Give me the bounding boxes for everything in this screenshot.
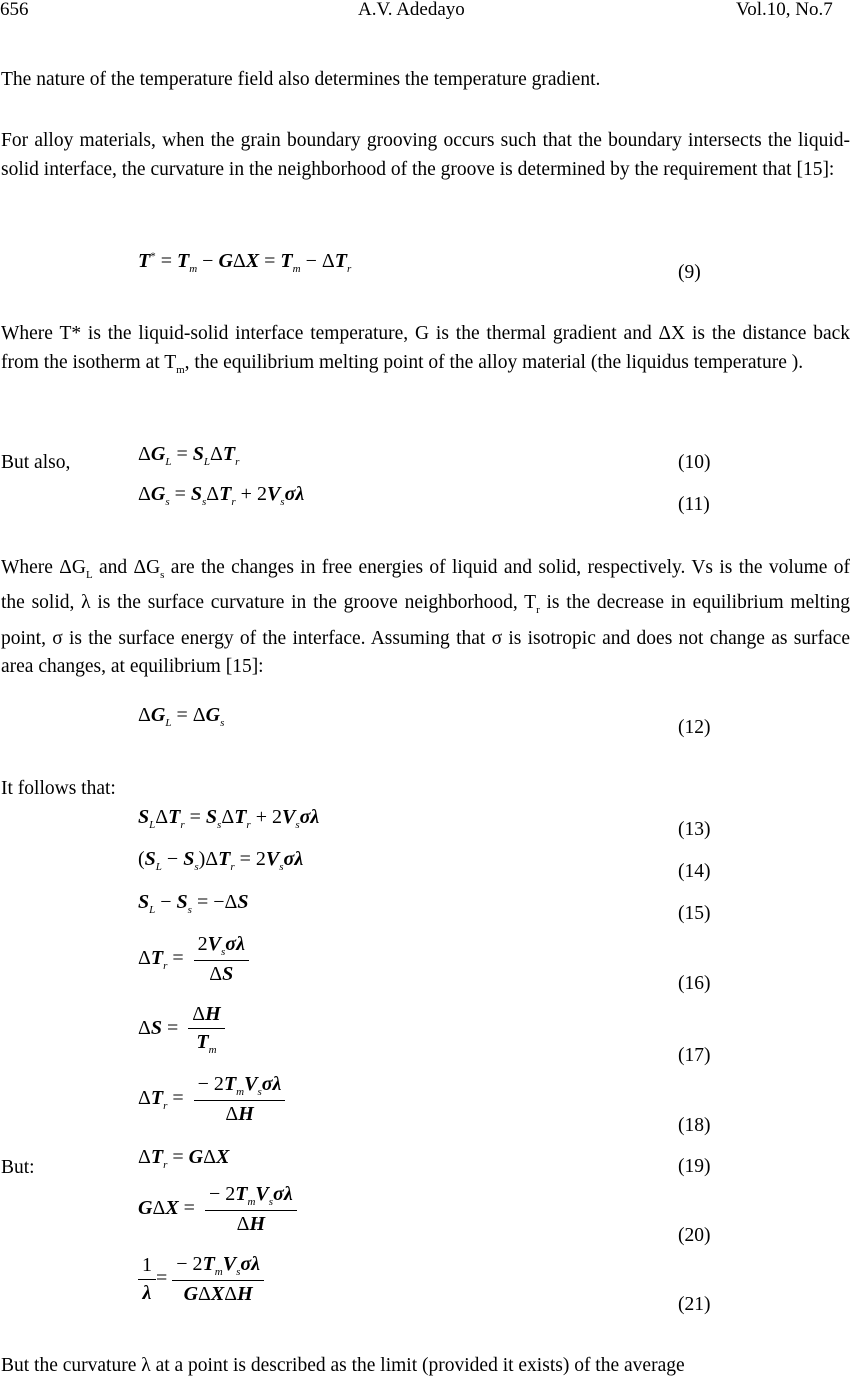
equation-10: $\Delta G_L = S_L\Delta T_r$ (138, 443, 240, 468)
equation-21: $\frac{1}{\lambda}$ = $\frac{- 2T_mV_s\sigma\lambda}{\text{GΔXΔH}}$ (138, 1253, 264, 1306)
but-label: But: (1, 1157, 35, 1178)
paragraph-5: Where $\Delta G_L$ and $\Delta G_s$ are the changes in free energies of liquid and solid, respectively. Vs is the volume of the solid, λ is the surface curvature in the groove neighborhood, $T_r$ is the decrease in equilibrium melting point, σ is the surface energy of the interface. Assuming that σ is isotropic and does not change as surface area changes, at equilibrium [15]: (1, 557, 850, 678)
paragraph-8: But the curvature λ at a point is described as the limit (provided it exists) of the average (1, 1355, 685, 1376)
equation-number-21: (21) (678, 1294, 711, 1315)
equation-number-14: (14) (678, 861, 711, 882)
equation-19: $\Delta T_r = G\Delta X$ (138, 1146, 230, 1171)
equation-9: $T^* = T_m - G\Delta X = T_m - \Delta T_r$ (138, 250, 352, 275)
equation-number-11: (11) (678, 494, 710, 515)
volume-info: Vol.10, No.7 (736, 0, 833, 20)
equation-18: $\Delta T_r$ = $\frac{- 2T_mV_s\sigma\lambda}{\Delta H}$ (138, 1073, 285, 1126)
equation-13: $S_L\Delta T_r = S_s\Delta T_r + 2V_s\sigma\lambda$ (138, 806, 320, 831)
paragraph-3: Where T* is the liquid-solid interface temperature, G is the thermal gradient and ΔX is the distance back from the isotherm at $T_m$, the equilibrium melting point of the alloy material (the liquidus temperature ). (1, 323, 850, 376)
page-number: 656 (0, 0, 29, 20)
equation-number-13: (13) (678, 819, 711, 840)
but-also-label: But also, (1, 452, 71, 473)
equation-20: GΔX = $\frac{- 2T_mV_s\sigma\lambda}{\Delta H}$ (138, 1183, 297, 1236)
equation-17: ΔS = $\frac{\Delta H}{T_m}$ (138, 1003, 225, 1056)
paragraph-2: For alloy materials, when the grain boundary grooving occurs such that the boundary intersects the liquid-solid interface, the curvature in the neighborhood of the groove is determined by the requirement that [15]: (1, 130, 850, 180)
equation-15: $S_L - S_s = -\Delta S$ (138, 891, 249, 916)
equation-number-19: (19) (678, 1156, 711, 1177)
equation-number-17: (17) (678, 1045, 711, 1066)
equation-11: $\Delta G_s = S_s\Delta T_r + 2V_s\sigma\lambda$ (138, 483, 305, 508)
equation-number-9: (9) (678, 262, 701, 283)
equation-number-16: (16) (678, 973, 711, 994)
equation-16: $\Delta T_r$ = $\frac{2V_s\sigma\lambda}{\Delta S}$ (138, 933, 249, 986)
equation-number-15: (15) (678, 903, 711, 924)
equation-number-12: (12) (678, 717, 711, 738)
equation-14: $(S_L - S_s)\Delta T_r = 2V_s\sigma\lambda$ (138, 848, 304, 873)
it-follows-label: It follows that: (1, 778, 116, 799)
equation-number-18: (18) (678, 1115, 711, 1136)
equation-number-10: (10) (678, 452, 711, 473)
paragraph-1: The nature of the temperature field also determines the temperature gradient. (1, 69, 601, 90)
equation-12: $\Delta G_L = \Delta G_s$ (138, 704, 225, 729)
running-author: A.V. Adedayo (358, 0, 465, 20)
equation-number-20: (20) (678, 1225, 711, 1246)
